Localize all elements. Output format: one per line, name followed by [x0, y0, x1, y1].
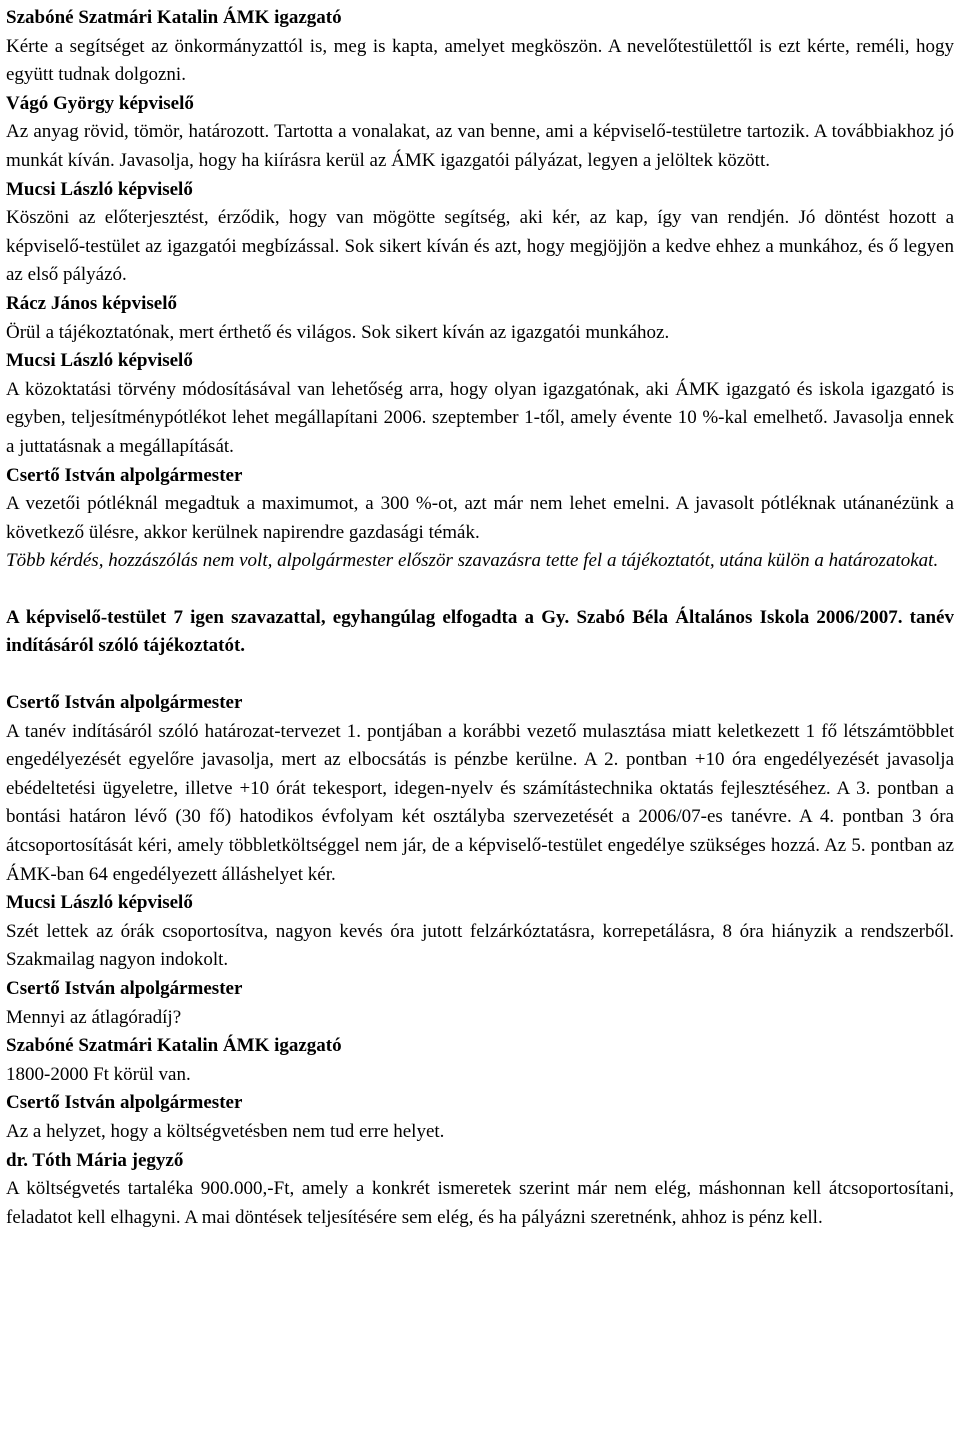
- speaker-name: Mucsi László képviselő: [6, 892, 193, 914]
- speech-paragraph: Az a helyzet, hogy a költségvetésben nem tud erre helyet.: [6, 1120, 445, 1142]
- speech-paragraph: Köszöni az előterjesztést, érződik, hogy van mögötte segítség, aki kér, az kap, így van rendjén. Jó döntést hozott a képviselő-testület az igazgatói megbízással. Sok sikert kíván és azt, hogy megjöjjön a kedve ehhez a munkához, és ő legyen az első pályázó.: [6, 207, 954, 286]
- speaker-name: Csertő István alpolgármester: [6, 692, 243, 714]
- speaker-name: Mucsi László képviselő: [6, 178, 193, 200]
- speaker-name: Csertő István alpolgármester: [6, 978, 243, 999]
- speech-paragraph: 1800-2000 Ft körül van.: [6, 1063, 191, 1085]
- speech-paragraph: Örül a tájékoztatónak, mert érthető és világos. Sok sikert kíván az igazgatói munkához.: [6, 321, 670, 343]
- speech-paragraph: Kérte a segítséget az önkormányzattól is, meg is kapta, amelyet megköszön. A nevelőtestülettől is ezt kérte, reméli, hogy együtt tudnak dolgozni.: [6, 35, 954, 86]
- spacer: [6, 576, 954, 604]
- speech-paragraph: A költségvetés tartaléka 900.000,-Ft, amely a konkrét ismeretek szerint már nem elég, máshonnan kell átcsoportosítani, feladatot kell elhagyni. A mai döntések teljesítésére sem elég, és ha pályázni szeretnénk, ahhoz is pénz kell.: [6, 1178, 954, 1228]
- decision-statement: A képviselő-testület 7 igen szavazattal, egyhangúlag elfogadta a Gy. Szabó Béla Általános Iskola 2006/2007. tanév indításáról szóló tájékoztatót.: [6, 606, 954, 657]
- speech-paragraph: Szét lettek az órák csoportosítva, nagyon kevés óra jutott felzárkóztatásra, korrepetálásra, 8 óra hiányzik a rendszerből. Szakmailag nagyon indokolt.: [6, 920, 954, 971]
- speaker-name: Rácz János képviselő: [6, 292, 177, 314]
- procedure-note: Több kérdés, hozzászólás nem volt, alpolgármester először szavazásra tette fel a tájékoztatót, utána külön a határozatokat.: [6, 550, 939, 572]
- speech-paragraph: A vezetői pótléknál megadtuk a maximumot, a 300 %-ot, azt már nem lehet emelni. A javasolt pótléknak utánanézünk a következő ülésre, akkor kerülnek napirendre gazdasági témák.: [6, 493, 954, 543]
- speaker-name: Csertő István alpolgármester: [6, 1092, 243, 1114]
- speech-paragraph: Az anyag rövid, tömör, határozott. Tartotta a vonalakat, az van benne, ami a képviselő-testületre tartozik. A továbbiakhoz jó munkát kíván. Javasolja, hogy ha kiírásra kerül az ÁMK igazgatói pályázat, legyen a jelöltek között.: [6, 121, 954, 171]
- speaker-name: dr. Tóth Mária jegyző: [6, 1149, 184, 1171]
- speaker-name: Szabóné Szatmári Katalin ÁMK igazgató: [6, 7, 342, 28]
- speech-paragraph: Mennyi az átlagóradíj?: [6, 1006, 182, 1028]
- speech-paragraph: A tanév indításáról szóló határozat-tervezet 1. pontjában a korábbi vezető mulasztása miatt keletkezett 1 fő létszámtöbblet engedélyezését egyelőre javasolja, mert az elbocsátás is pénzbe kerülne. A 2. pontban +10 óra engedélyezését javasolja ebédeltetési ügyeletre, illetve +10 órát tekesport, idegen-nyelv és számítástechnika oktatás fejlesztéséhez. A 3. pontban a bontási határon lévő (30 fő) hatodikos évfolyam két osztályba szervezetését a 2006/07-es tanévre. A 4. pontban 3 óra átcsoportosítását kéri, amely többletköltséggel nem jár, de a képviselő-testület engedélye szükséges hozzá. Az 5. pontban az ÁMK-ban 64 engedélyezett álláshelyet kér.: [6, 720, 954, 885]
- speech-paragraph: A közoktatási törvény módosításával van lehetőség arra, hogy olyan igazgatónak, aki ÁMK igazgató és iskola igazgató is egyben, teljesítménypótlékot lehet megállapítani 2006. szeptember 1-től, amely évente 10 %-kal emelhető. Javasolja ennek a juttatásnak a megállapítását.: [6, 378, 954, 457]
- speaker-name: Szabóné Szatmári Katalin ÁMK igazgató: [6, 1035, 342, 1057]
- speaker-name: Csertő István alpolgármester: [6, 464, 243, 486]
- speaker-name: Mucsi László képviselő: [6, 350, 193, 372]
- speaker-name: Vágó György képviselő: [6, 92, 194, 114]
- spacer: [6, 661, 954, 689]
